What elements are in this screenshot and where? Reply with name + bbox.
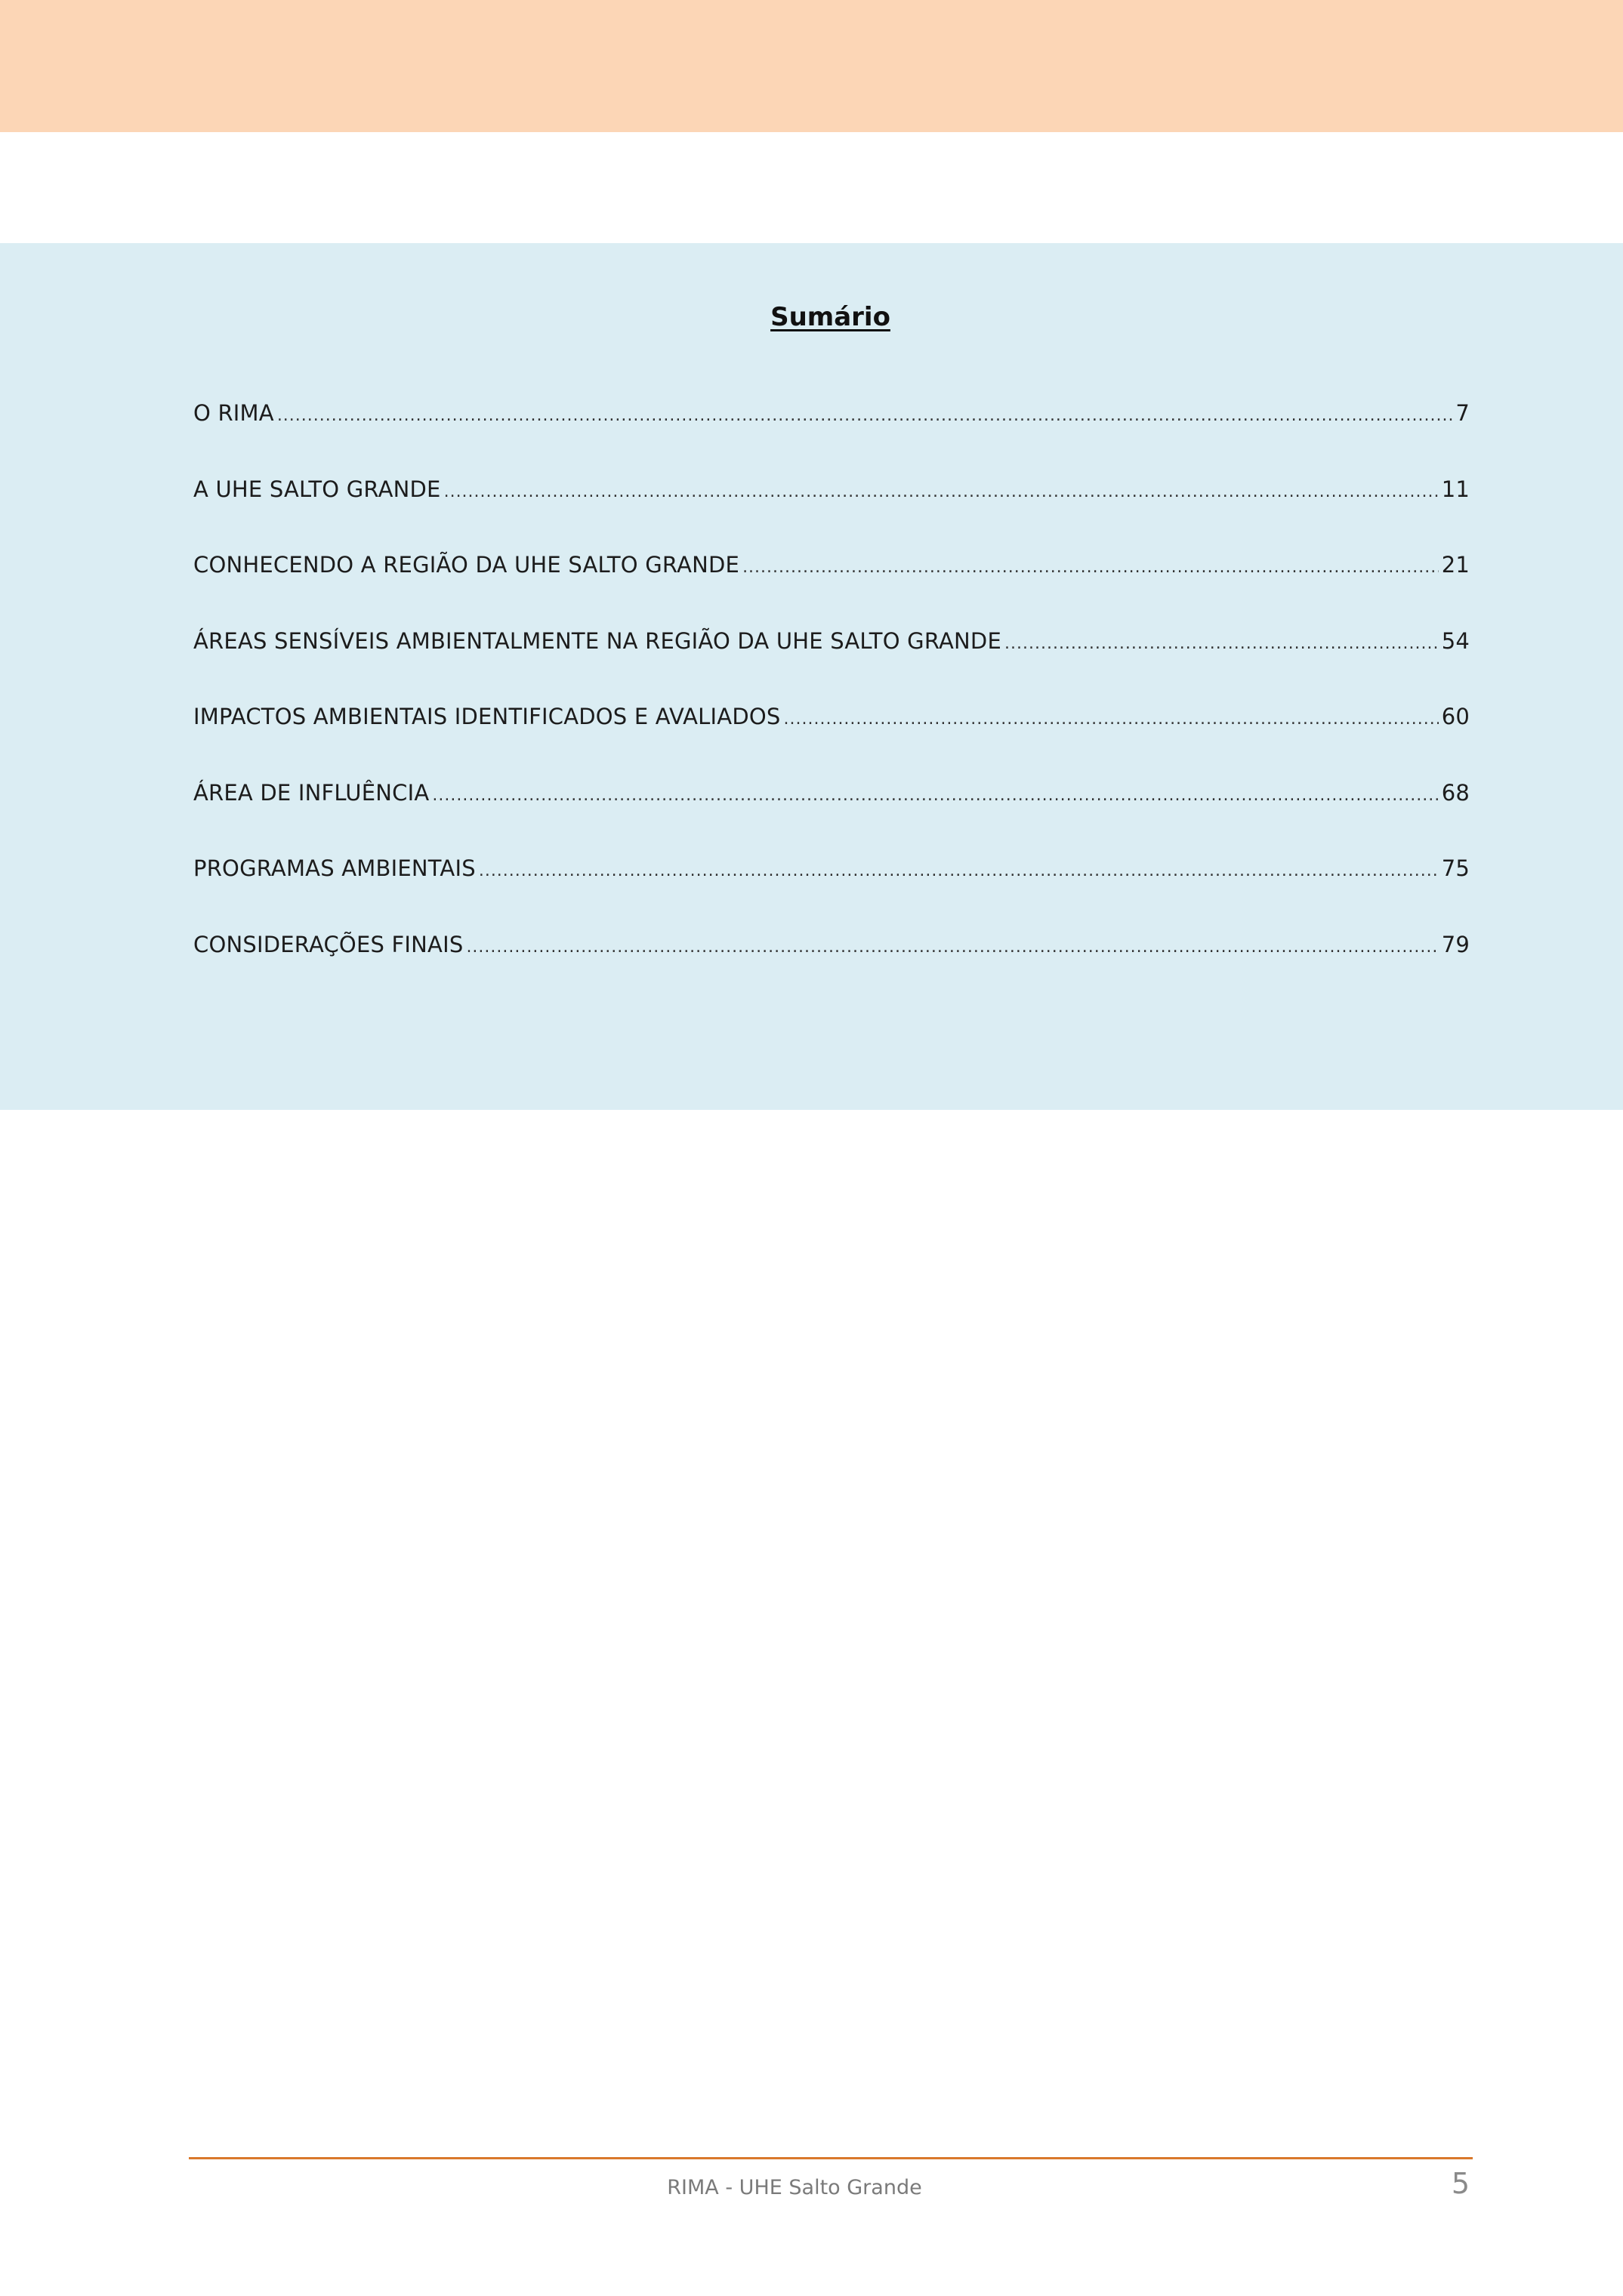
toc-dot-leader	[444, 482, 1439, 501]
toc-entry-label: PROGRAMAS AMBIENTAIS	[193, 855, 476, 881]
toc-entry[interactable]	[193, 855, 1470, 932]
toc-entry[interactable]	[193, 704, 1470, 780]
footer-title: RIMA - UHE Salto Grande	[667, 2176, 922, 2199]
toc-entry-page: 60	[1441, 704, 1470, 729]
toc-entry-label: ÁREAS SENSÍVEIS AMBIENTALMENTE NA REGIÃO DA UHE SALTO GRANDE	[193, 627, 1001, 654]
toc-entry-label: CONHECENDO A REGIÃO DA UHE SALTO GRANDE	[193, 552, 740, 578]
toc-entry-label: ÁREA DE INFLUÊNCIA	[193, 779, 430, 806]
toc-entry-page: 11	[1441, 476, 1470, 502]
toc-dot-leader	[742, 558, 1439, 577]
toc-entry[interactable]	[193, 552, 1470, 628]
toc-entry-page: 7	[1455, 400, 1470, 426]
toc-entry[interactable]	[193, 628, 1470, 704]
footer-page-number: 5	[1451, 2167, 1470, 2200]
toc-entry[interactable]	[193, 932, 1470, 1008]
toc-entry-label: IMPACTOS AMBIENTAIS IDENTIFICADOS E AVALIADOS	[193, 704, 781, 729]
toc-entry-page: 68	[1441, 779, 1470, 806]
toc-entry-page: 75	[1441, 855, 1470, 881]
header-band	[0, 0, 1623, 132]
toc-entry[interactable]	[193, 780, 1470, 856]
toc-entry-label: CONSIDERAÇÕES FINAIS	[193, 931, 464, 957]
toc-dot-leader	[277, 406, 1453, 425]
toc-entry-page: 21	[1441, 552, 1470, 578]
toc-entry[interactable]	[193, 400, 1470, 476]
toc-dot-leader	[479, 861, 1439, 880]
toc-dot-leader	[432, 786, 1438, 805]
toc-entry-page: 54	[1441, 627, 1470, 654]
toc-title: Sumário	[770, 302, 890, 332]
toc-entry-label: A UHE SALTO GRANDE	[193, 476, 441, 502]
toc-entry-label: O RIMA	[193, 400, 274, 426]
toc-entry-page: 79	[1441, 931, 1470, 957]
toc-entry[interactable]	[193, 476, 1470, 553]
footer-rule	[189, 2157, 1473, 2159]
toc-dot-leader	[784, 710, 1439, 729]
toc-dot-leader	[466, 938, 1438, 957]
toc-list	[193, 400, 1470, 1007]
toc-dot-leader	[1004, 634, 1439, 653]
